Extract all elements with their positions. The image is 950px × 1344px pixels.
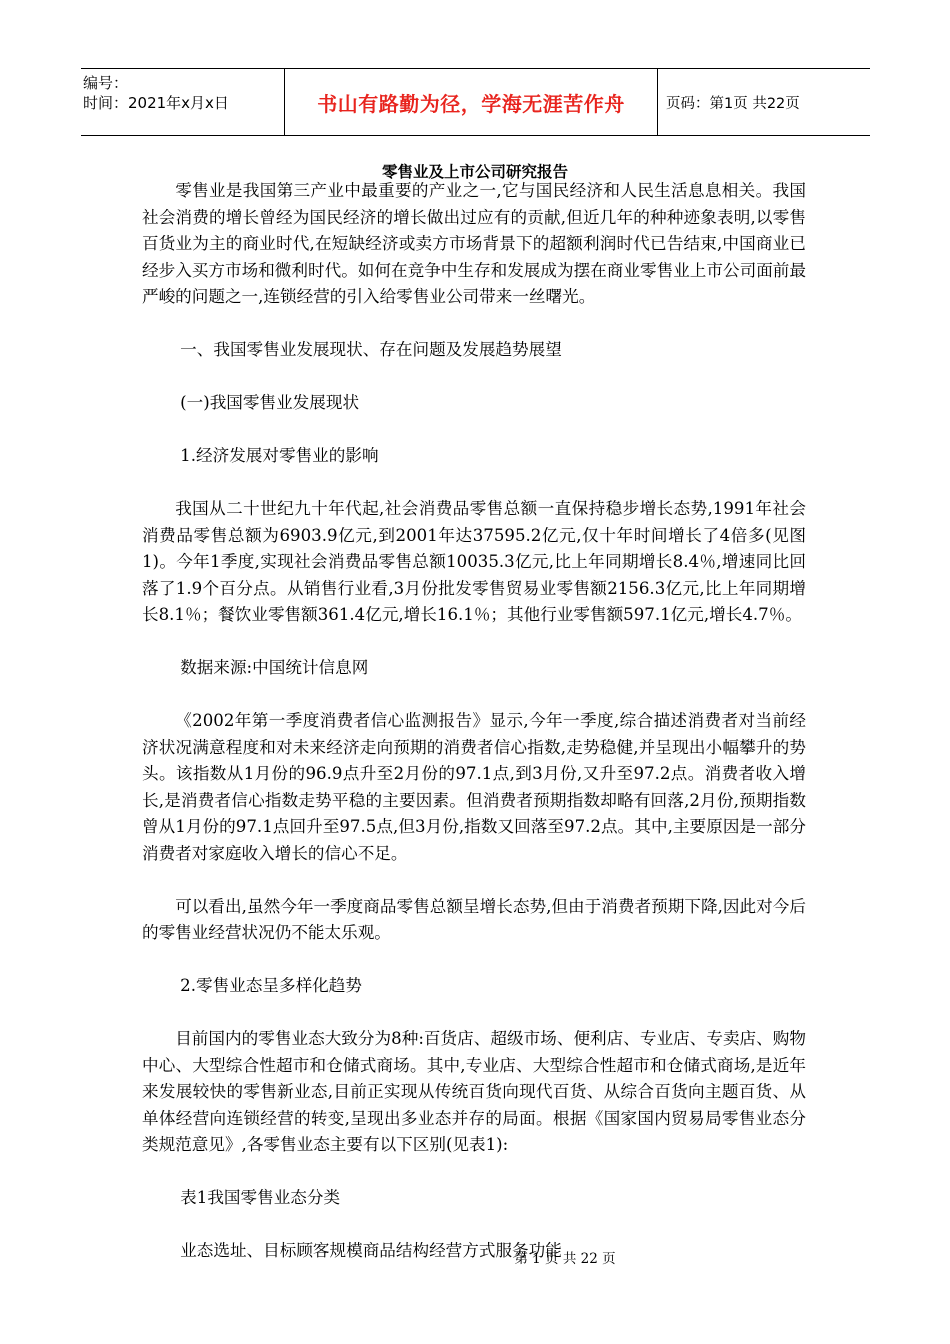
header-page-info: 页码：第1页 共22页 (658, 69, 871, 136)
page-footer: 第 1 页 共 22 页 (514, 1251, 616, 1267)
section-heading-1: 一、我国零售业发展现状、存在问题及发展趋势展望 (180, 340, 562, 359)
table-caption: 表1我国零售业态分类 (180, 1188, 341, 1207)
header-table (81, 68, 870, 136)
document-body (142, 178, 806, 1265)
intro-paragraph: 零售业是我国第三产业中最重要的产业之一,它与国民经济和人民生活息息相关。我国社会消费的增长曾经为国民经济的增长做出过应有的贡献,但近几年的种种迹象表明,以零售百货业为主的商业时代,在短缺经济或卖方市场背景下的超额利润时代已告结束,中国商业已经步入买方市场和微利时代。如何在竞争中生存和发展成为摆在商业零售业上市公司面前最严峻的问题之一,连锁经营的引入给零售业公司带来一丝曙光。 (142, 181, 806, 306)
body-paragraph: 《2002年第一季度消费者信心监测报告》显示,今年一季度,综合描述消费者对当前经济状况满意程度和对未来经济走向预期的消费者信心指数,走势稳健,并呈现出小幅攀升的势头。该指数从1月份的96.9点升至2月份的97.1点,到3月份,又升至97.2点。消费者收入增长,是消费者信心指数走势平稳的主要因素。但消费者预期指数却略有回落,2月份,预期指数曾从1月份的97.1点回升至97.5点,但3月份,指数又回落至97.2点。其中,主要原因是一部分消费者对家庭收入增长的信心不足。 (142, 711, 806, 863)
header-meta-cell (81, 69, 285, 136)
subsection-heading-1: (一)我国零售业发展现状 (180, 393, 360, 412)
body-paragraph: 可以看出,虽然今年一季度商品零售总额呈增长态势,但由于消费者预期下降,因此对今后的零售业经营状况仍不能太乐观。 (142, 896, 806, 942)
table-header-line: 业态选址、目标顾客规模商品结构经营方式服务功能 (180, 1241, 562, 1260)
body-paragraph: 目前国内的零售业态大致分为8种:百货店、超级市场、便利店、专业店、专卖店、购物中心、大型综合性超市和仓储式商场。其中,专业店、大型综合性超市和仓储式商场,是近年来发展较快的零售新业态,目前正实现从传统百货向现代百货、从综合百货向主题百货、从单体经营向连锁经营的转变,呈现出多业态并存的局面。根据《国家国内贸易局零售业态分类规范意见》,各零售业态主要有以下区别(见表1): (142, 1029, 806, 1154)
body-paragraph: 我国从二十世纪九十年代起,社会消费品零售总额一直保持稳步增长态势,1991年社会消费品零售总额为6903.9亿元,到2001年达37595.2亿元,仅十年时间增长了4倍多(见图1)。今年1季度,实现社会消费品零售总额10035.3亿元,比上年同期增长8.4％,增速同比回落了1.9个百分点。从销售行业看,3月份批发零售贸易业零售额2156.3亿元,比上年同期增长8.1％；餐饮业零售额361.4亿元,增长16.1％；其他行业零售额597.1亿元,增长4.7％。 (142, 499, 806, 624)
document-title: 零售业及上市公司研究报告 (381, 163, 568, 181)
header-motto: 书山有路勤为径，学海无涯苦作舟 (285, 69, 658, 136)
date-label: 时间：2021年x月x日 (83, 94, 229, 112)
subsection-heading-1-2: 2.零售业态呈多样化趋势 (180, 976, 362, 995)
data-source-note: 数据来源:中国统计信息网 (180, 658, 369, 677)
subsection-heading-1-1: 1.经济发展对零售业的影响 (180, 446, 379, 465)
serial-label: 编号： (83, 74, 129, 92)
